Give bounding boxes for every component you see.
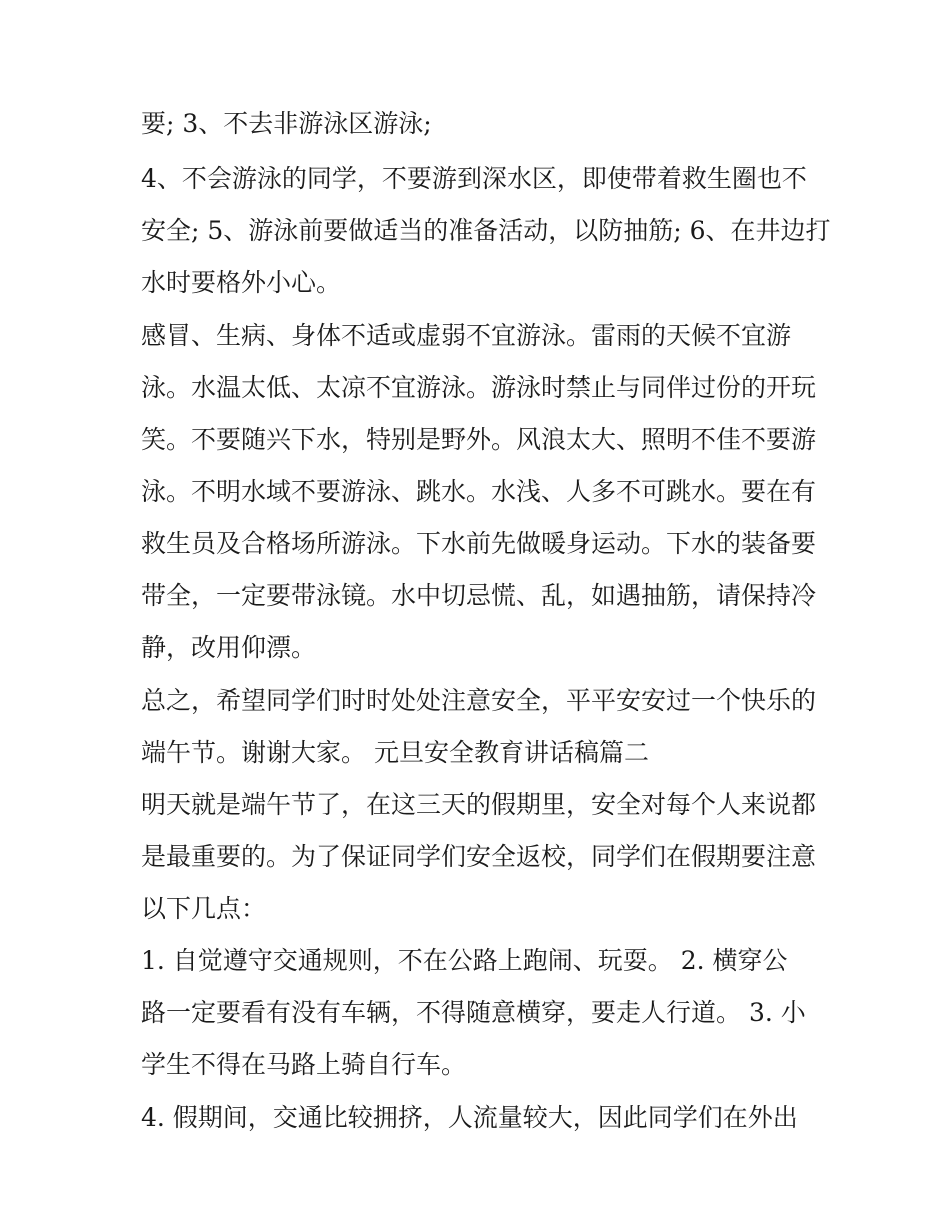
text-line: 泳。不明水域不要游泳、跳水。水浅、人多不可跳水。要在有 — [141, 477, 817, 506]
text-line: 要; 3、不去非游泳区游泳; — [141, 109, 432, 138]
text-line: 是最重要的。为了保证同学们安全返校，同学们在假期要注意 — [141, 842, 817, 871]
text-line: 4. 假期间，交通比较拥挤，人流量较大，因此同学们在外出 — [141, 1103, 798, 1132]
text-line: 4、不会游泳的同学，不要游到深水区，即使带着救生圈也不 — [141, 164, 807, 193]
text-line: 以下几点： — [141, 894, 267, 923]
text-line: 泳。水温太低、太凉不宜游泳。游泳时禁止与同伴过份的开玩 — [141, 373, 817, 402]
text-line: 总之，希望同学们时时处处注意安全，平平安安过一个快乐的 — [141, 686, 817, 715]
text-line: 明天就是端午节了，在这三天的假期里，安全对每个人来说都 — [141, 790, 817, 819]
text-line: 路一定要看有没有车辆，不得随意横穿，要走人行道。 3. 小 — [141, 998, 806, 1027]
text-line: 带全，一定要带泳镜。水中切忌慌、乱，如遇抽筋，请保持冷 — [141, 581, 817, 610]
text-line: 1. 自觉遵守交通规则，不在公路上跑闹、玩耍。 2. 横穿公 — [141, 946, 788, 975]
text-line: 水时要格外小心。 — [141, 268, 342, 297]
text-line: 救生员及合格场所游泳。下水前先做暖身运动。下水的装备要 — [141, 529, 817, 558]
text-line: 端午节。谢谢大家。 元旦安全教育讲话稿篇二 — [141, 738, 649, 767]
text-line: 静，改用仰漂。 — [141, 633, 317, 662]
text-line: 学生不得在马路上骑自行车。 — [141, 1050, 467, 1079]
text-line: 感冒、生病、身体不适或虚弱不宜游泳。雷雨的天候不宜游 — [141, 321, 792, 350]
text-line: 安全; 5、游泳前要做适当的准备活动，以防抽筋; 6、在井边打 — [141, 216, 831, 245]
text-line: 笑。不要随兴下水，特别是野外。风浪太大、照明不佳不要游 — [141, 425, 817, 454]
